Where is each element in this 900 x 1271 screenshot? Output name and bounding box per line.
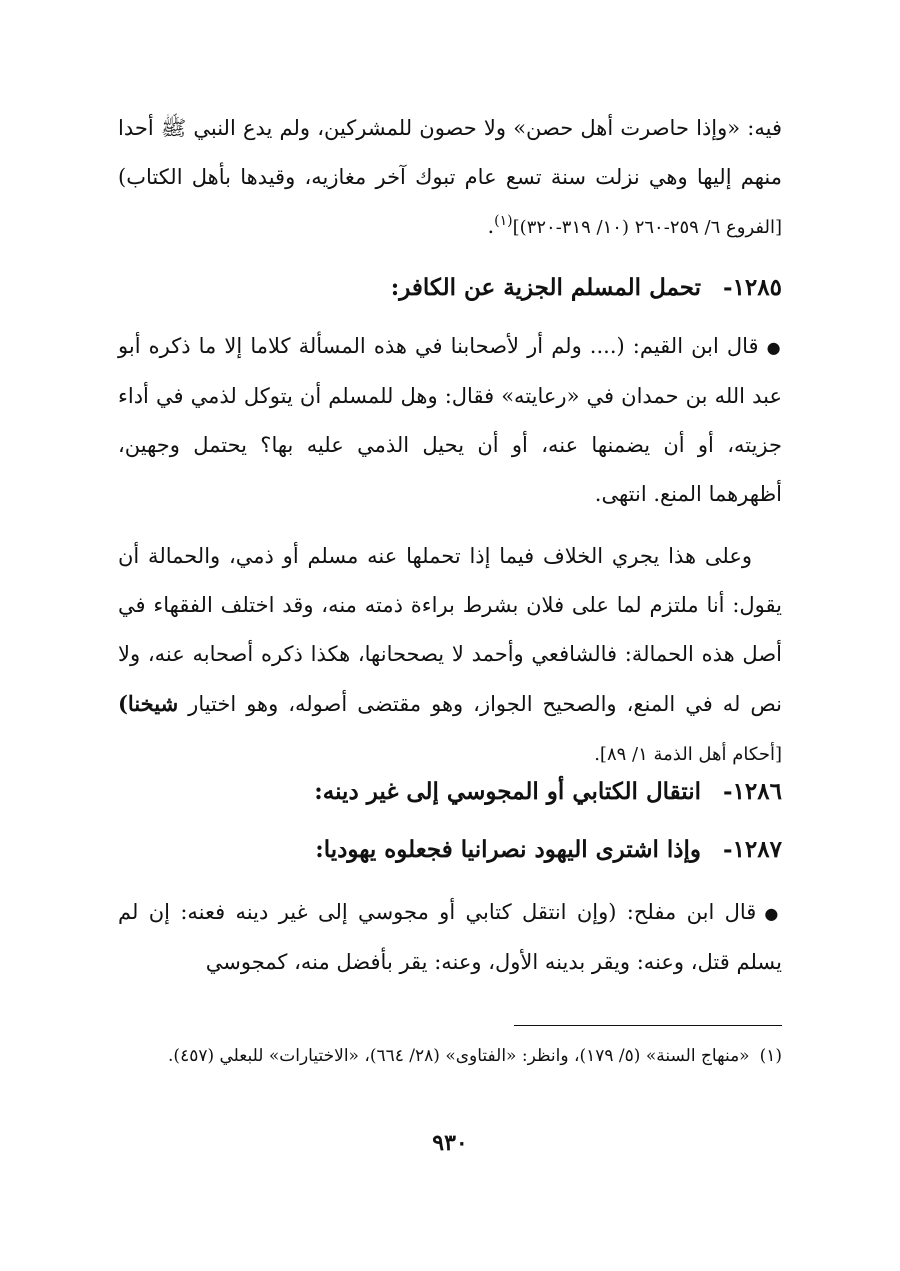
page-number: ٩٣٠ [432,1130,468,1156]
paragraph-ibn-muflih [118,888,782,987]
section-heading-1285 [118,268,782,308]
section-title: تحمل المسلم الجزية عن الكافر: [390,274,702,301]
footnote-divider [514,1025,782,1026]
section-title: وإذا اشترى اليهود نصرانيا فجعلوه يهوديا: [315,836,702,863]
paragraph-text: وعلى هذا يجري الخلاف فيما إذا تحملها عنه مسلم أو ذمي، والحمالة أن يقول: أنا ملتزم لما على فلان بشرط براءة ذمته منه، وقد اختلف الفقهاء في أصل هذه الحمالة: فالشافعي وأحمد لا يصححانها، هكذا ذكره أصحابه عنه، ولا نص له في المنع، والصحيح الجواز، وهو مقتضى أصوله، وهو اختيار [118,544,782,716]
section-number: ١٢٨٦- [723,778,782,805]
paragraph-hamala [118,532,782,779]
paragraph-text: فيه: «وإذا حاصرت أهل حصن» ولا حصون للمشركين، ولم يدع النبي ﷺ أحدا منهم إليها وهي نزلت سنة تسع عام تبوك آخر مغازيه، وقيدها بأهل الكتاب) [118,116,782,189]
paragraph-text: قال ابن القيم: (.... ولم أر لأصحابنا في هذه المسألة كلاما إلا ما ذكره أبو عبد الله بن حمدان في «رعايته» فقال: وهل للمسلم أن يتوكل لذمي في أداء جزيته، أو أن يضمنها عنه، أو أن يحيل الذمي عليه بها؟ يحتمل وجهين، أظهرهما المنع. انتهى. [118,334,782,506]
bullet-icon: ● [764,904,782,923]
section-title: انتقال الكتابي أو المجوسي إلى غير دينه: [314,778,702,805]
footnote-reference[interactable]: (١) [494,213,513,229]
section-number: ١٢٨٧- [723,836,782,863]
paragraph-text: قال ابن مفلح: (وإن انتقل كتابي أو مجوسي إلى غير دينه فعنه: إن لم يسلم قتل، وعنه: ويقر بدينه الأول، وعنه: يقر بأفضل منه، كمجوسي [118,900,782,974]
section-number: ١٢٨٥- [723,274,782,301]
footnote [118,1040,782,1072]
bullet-icon: ● [766,338,782,357]
source-citation: [أحكام أهل الذمة ١/ ٨٩]. [594,744,782,765]
section-heading-1286 [118,772,782,812]
section-heading-1287 [118,830,782,870]
paragraph-ibn-alqayyim [118,322,782,519]
source-citation: [الفروع ٦/ ٢٥٩-٢٦٠ (١٠/ ٣١٩-٣٢٠)] [512,217,782,238]
footnote-number: (١) [759,1046,782,1066]
paragraph-continuation [118,104,782,252]
footnote-text: «منهاج السنة» (٥/ ١٧٩)، وانظر: «الفتاوى» (٢٨/ ٦٦٤)، «الاختيارات» للبعلي (٤٥٧). [168,1046,750,1066]
bold-name: شيخنا) [118,691,179,716]
sentence-end: . [487,214,495,238]
